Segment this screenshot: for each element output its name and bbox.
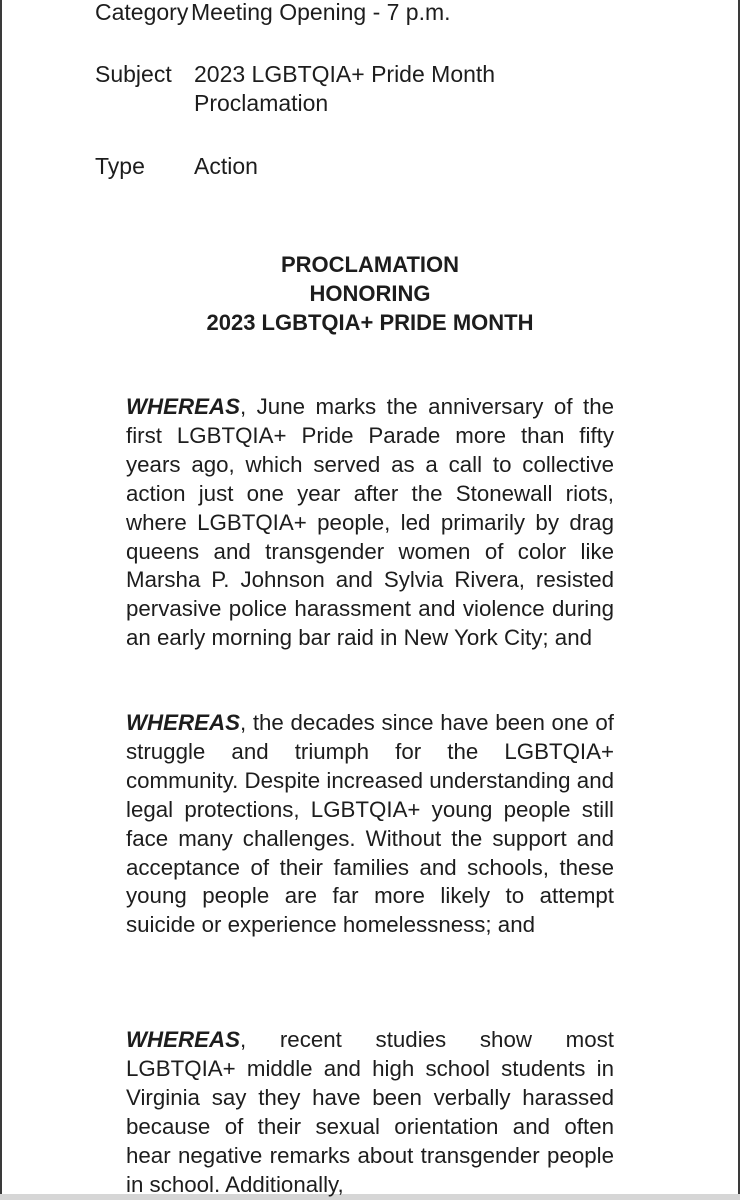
type-value: Action <box>194 153 258 179</box>
page-border-left <box>0 0 2 1200</box>
category-label: Category <box>95 0 189 25</box>
paragraph-text: , recent studies show most LGBTQIA+ middle and high school students in Virginia say they have been verbally harassed because of their sexual orientation and often hear negative remarks about transgender people in school. Additionally, <box>126 1027 614 1197</box>
proclamation-title <box>0 250 740 337</box>
whereas-paragraph-1 <box>126 393 614 653</box>
category-value: Meeting Opening - 7 p.m. <box>191 0 451 25</box>
whereas-paragraph-2 <box>126 709 614 940</box>
paragraph-text: , the decades since have been one of struggle and triumph for the LGBTQIA+ community. Despite increased understanding and legal protections, LGBTQIA+ young people still face many challenges. Without the support and acceptance of their families and schools, these young people are far more likely to attempt suicide or experience homelessness; and <box>126 710 614 938</box>
title-line-1: PROCLAMATION <box>280 252 460 277</box>
subject-value: 2023 LGBTQIA+ Pride Month Proclamation <box>194 61 496 116</box>
type-label: Type <box>95 153 145 179</box>
title-line-3: 2023 LGBTQIA+ PRIDE MONTH <box>206 310 534 335</box>
whereas-keyword: WHEREAS <box>126 394 240 419</box>
paragraph-text: , June marks the anniversary of the first LGBTQIA+ Pride Parade more than fifty years ago, which served as a call to collective action just one year after the Stonewall riots, where LGBTQIA+ people, led primarily by drag queens and transgender women of color like Marsha P. Johnson and Sylvia Rivera, resisted pervasive police harassment and violence during an early morning bar raid in New York City; and <box>126 394 614 651</box>
whereas-paragraph-3 <box>126 1026 614 1199</box>
subject-label: Subject <box>95 61 172 87</box>
title-line-2: HONORING <box>309 281 431 306</box>
whereas-keyword: WHEREAS <box>126 710 240 735</box>
whereas-keyword: WHEREAS <box>126 1027 240 1052</box>
